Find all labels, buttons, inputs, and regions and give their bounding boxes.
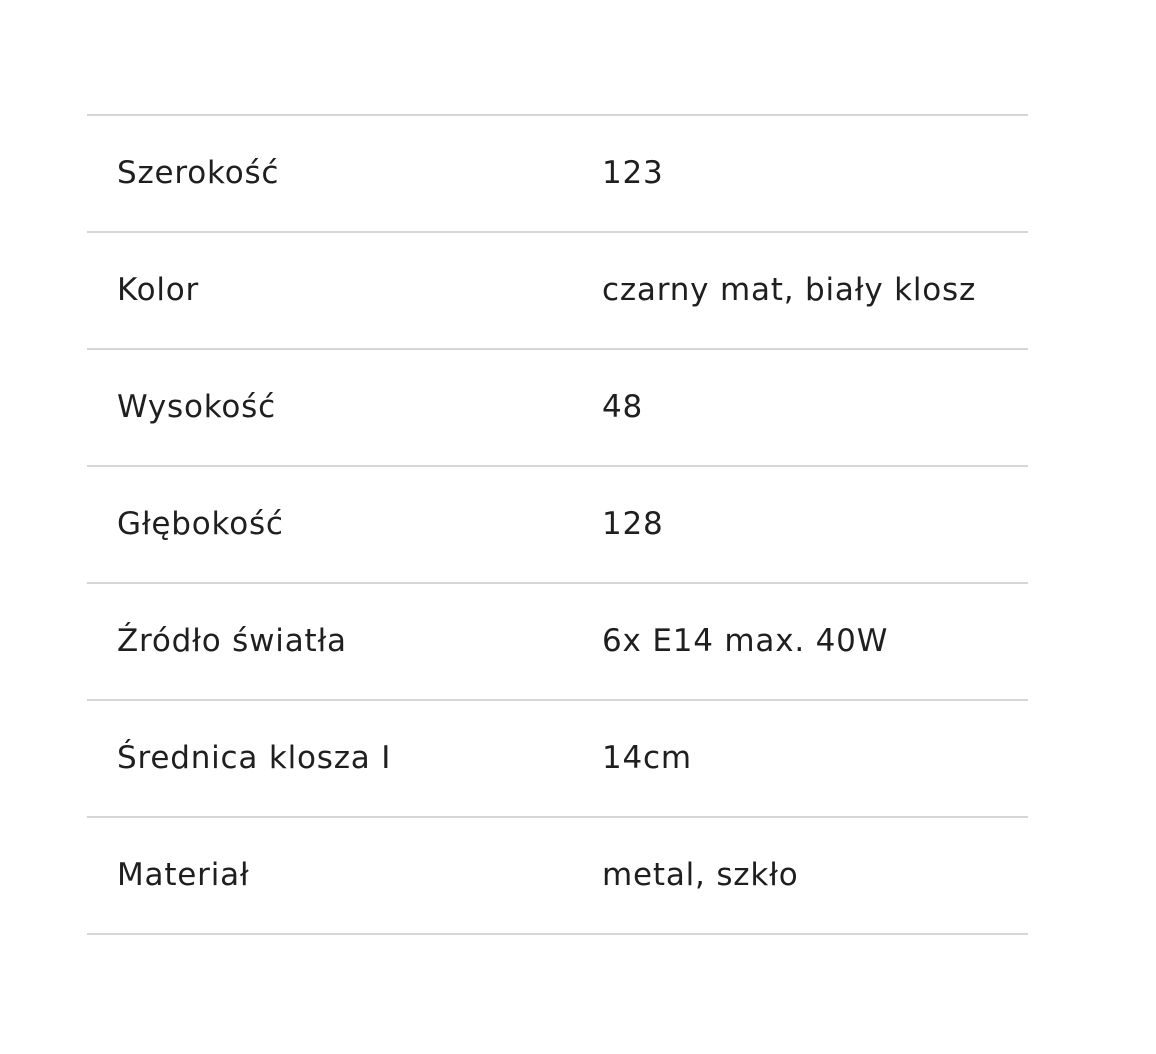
spec-value: 48 [602, 389, 644, 425]
spec-label: Średnica klosza I [117, 740, 392, 776]
spec-row-shade-diameter [87, 701, 1028, 818]
specification-table [87, 114, 1028, 935]
spec-label: Źródło światła [117, 623, 347, 659]
spec-row-width [87, 116, 1028, 233]
spec-value: 128 [602, 506, 664, 542]
spec-label: Głębokość [117, 506, 284, 542]
spec-value: 14cm [602, 740, 692, 776]
spec-row-color [87, 233, 1028, 350]
spec-value: 6x E14 max. 40W [602, 623, 889, 659]
spec-label: Szerokość [117, 155, 280, 191]
spec-row-depth [87, 467, 1028, 584]
spec-value: 123 [602, 155, 664, 191]
spec-label: Materiał [117, 857, 250, 893]
spec-row-light-source [87, 584, 1028, 701]
spec-value: metal, szkło [602, 857, 799, 893]
spec-label: Kolor [117, 272, 200, 308]
spec-row-height [87, 350, 1028, 467]
spec-label: Wysokość [117, 389, 276, 425]
spec-value: czarny mat, biały klosz [602, 272, 977, 308]
spec-row-material [87, 818, 1028, 935]
